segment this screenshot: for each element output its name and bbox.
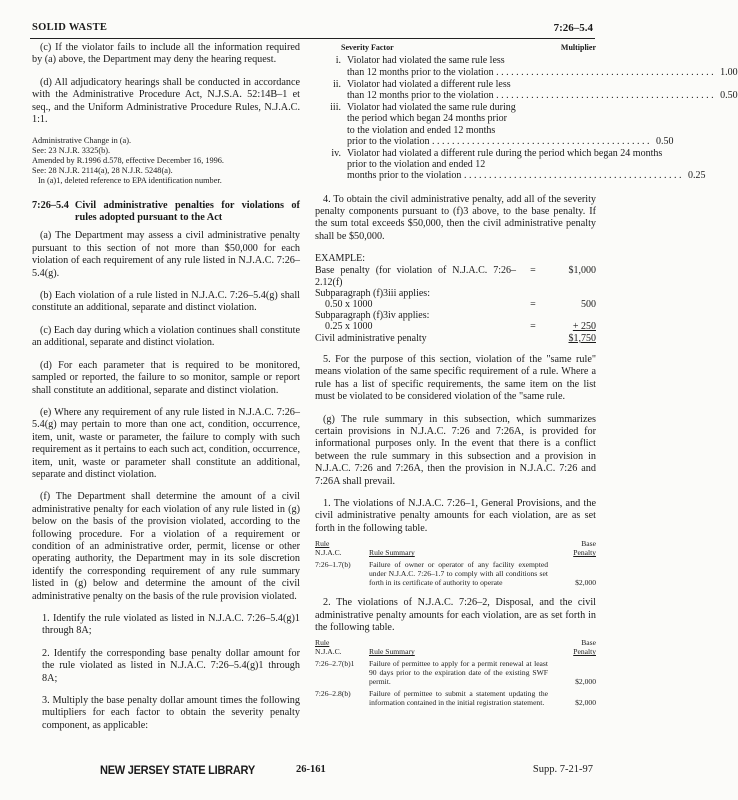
severity-num: iv. (331, 148, 341, 160)
history-line: Amended by R.1996 d.578, effective December 16, 1996. (32, 156, 225, 166)
section-heading (32, 200, 300, 224)
severity-text: the period which began 24 months prior (347, 113, 507, 125)
paragraph-g1: 1. The violations of N.J.A.C. 7:26–1, General Provisions, and the civil administrative penalty amounts for each violation, are as set forth in the following table. (315, 497, 596, 534)
severity-text: Violator had violated the same rule during (347, 102, 516, 114)
example-row (315, 299, 596, 310)
page-number: 26-161 (296, 764, 326, 775)
procedure-step-3: 3. Multiply the base penalty dollar amount times the following multipliers for each factor to obtain the severity penalty component, as applicable: (42, 695, 300, 731)
severity-row (315, 102, 674, 147)
severity-text: Violator had violated a different rule less (347, 78, 511, 90)
procedure-steps (32, 613, 300, 732)
disposal-table (315, 638, 596, 707)
table-row (315, 689, 596, 707)
example-row (315, 321, 596, 332)
example-label: Civil administrative penalty (315, 332, 427, 344)
severity-row (315, 78, 738, 102)
severity-row (315, 148, 706, 182)
example-total: $1,750 (568, 332, 596, 344)
procedure-step-2: 2. Identify the corresponding base penalty dollar amount for the rule violated as listed in N.J.A.C. 7:26–5.4(g)1 through 8A; (42, 647, 300, 684)
rule-col-sub: N.J.A.C. (315, 647, 342, 657)
paragraph-d: (d) For each parameter that is required to be monitored, sampled or reported, the failure to so monitor, sample or report shall constitute an additional, separate and distinct violation. (32, 359, 300, 396)
severity-multiplier: 1.00 (720, 66, 738, 78)
penalty-cell: $2,000 (575, 578, 596, 588)
paragraph-g: (g) The rule summary in this subsection, which summarizes certain provisions in N.J.A.C. 7:26 and 7:26A, is provided for informational purposes only. In the event that there is a conflict between the rule summary in this subsection and a provision in N.J.A.C. 7:26 and 7:26A, then the provision in N.J.A.C. 7:26 and 7:26A shall prevail. (315, 413, 596, 487)
running-header-section: 7:26–5.4 (553, 22, 593, 34)
paragraph-4: 4. To obtain the civil administrative penalty, add all of the severity penalty components pursuant to (f)3 above, to the base penalty. If the sum total exceeds $50,000, then the civil administrative penalty shall be $50,000. (315, 193, 596, 242)
paragraph-c: (c) Each day during which a violation continues shall constitute an additional, separate and distinct violation. (32, 324, 300, 349)
rule-col-sub: N.J.A.C. (315, 548, 342, 558)
rule-cell: 7:26–2.8(b) (315, 689, 351, 699)
paragraph-b: (b) Each violation of a rule listed in N.J.A.C. 7:26–5.4(g) shall constitute an additional, separate and distinct violation. (32, 290, 300, 314)
severity-num: ii. (332, 78, 341, 90)
multiplier-header: Multiplier (560, 43, 596, 52)
severity-text: prior to the violation and ended 12 (347, 159, 486, 171)
example-title: EXAMPLE: (315, 253, 365, 265)
severity-table-header (315, 42, 596, 54)
paragraph-a: (a) The Department may assess a civil administrative penalty pursuant to this section of not more than $50,000 for each violation of each requirement of any rule listed in N.J.A.C. 7:26–5.4(g). (32, 230, 300, 279)
left-column (32, 42, 300, 742)
severity-num: i. (335, 55, 341, 67)
severity-text: Violator had violated a different rule during the period which began 24 months (347, 148, 663, 160)
example-amount: + 250 (572, 321, 596, 333)
example-amount: $1,000 (568, 265, 596, 277)
example-label: 0.50 x 1000 (325, 299, 373, 311)
table-row (315, 659, 596, 686)
severity-multiplier: 0.50 (656, 135, 674, 147)
severity-text-last: prior to the violation . . . (347, 136, 650, 147)
history-line: In (a)1, deleted reference to EPA identification number. (38, 176, 222, 186)
table-header (315, 638, 596, 656)
table-row (315, 560, 596, 587)
summary-cell: Failure of permittee to submit a statement updating the information contained in the initial registration statement. (369, 689, 548, 708)
severity-text: to the violation and ended 12 months (347, 124, 496, 136)
summary-col-header: Rule Summary (369, 548, 415, 558)
severity-factor-header: Severity Factor (341, 43, 394, 52)
summary-cell: Failure of owner or operator of any facility exempted under N.J.A.C. 7:26–1.7 to comply with all conditions set forth in its certificate of authority to operate (369, 560, 548, 588)
header-rule (30, 38, 595, 39)
table-header (315, 539, 596, 557)
severity-text-last: than 12 months prior to the violation . . . (347, 90, 714, 101)
rule-col-header: Rule (315, 638, 330, 648)
running-header-title: SOLID WASTE (32, 22, 108, 33)
severity-num: iii. (330, 102, 341, 114)
supplement-date: Supp. 7-21-97 (532, 764, 593, 775)
severity-multiplier: 0.25 (687, 170, 706, 182)
example-equals: = (530, 265, 536, 277)
general-provisions-table (315, 539, 596, 587)
penalty-col-header: Penalty (573, 647, 596, 657)
history-line: See: 23 N.J.R. 3325(b). (32, 146, 111, 156)
right-column (315, 42, 738, 717)
penalty-example (315, 253, 596, 344)
severity-text: Violator had violated the same rule less (347, 55, 505, 67)
base-col-header: Base (581, 638, 596, 648)
section-title: Civil administrative penalties for violations of rules adopted pursuant to the Act (74, 200, 300, 224)
rule-cell: 7:26–2.7(b)1 (315, 659, 355, 669)
rule-col-header: Rule (315, 539, 330, 549)
paragraph-g2: 2. The violations of N.J.A.C. 7:26–2, Disposal, and the civil administrative penalty amounts for each violation, are as set forth in the following table. (315, 597, 596, 633)
paragraph-c-hearing: (c) If the violator fails to include all the information required by (a) above, the Department may deny the hearing request. (32, 42, 300, 66)
penalty-cell: $2,000 (575, 677, 596, 687)
severity-text-last: than 12 months prior to the violation . . . (347, 67, 714, 78)
procedure-step-1: 1. Identify the rule violated as listed in N.J.A.C. 7:26–5.4(g)1 through 8A; (42, 613, 300, 637)
example-label: 0.25 x 1000 (325, 321, 373, 333)
example-equals: = (530, 321, 536, 333)
paragraph-5: 5. For the purpose of this section, violation of the "same rule" means violation of the same specific requirement of a rule. Where a rule has a list of specific requirements, the same item on the list must be violated to be considered violation of the "same rule. (315, 353, 596, 403)
library-stamp: NEW JERSEY STATE LIBRARY (100, 763, 255, 777)
example-equals: = (530, 299, 536, 311)
paragraph-d-hearings: (d) All adjudicatory hearings shall be conducted in accordance with the Administrative Procedure Act, N.J.S.A. 52:14B–1 et seq., and the Uniform Administrative Procedure Rules, N.J.A.C. 1:1. (32, 76, 300, 126)
example-amount: 500 (581, 299, 596, 311)
history-line: See: 28 N.J.R. 2114(a), 28 N.J.R. 5248(a). (32, 166, 173, 176)
severity-multiplier: 0.50 (720, 90, 738, 102)
paragraph-f: (f) The Department shall determine the amount of a civil administrative penalty for each violation of any rule listed in (g) below on the basis of the provision violated, according to the following procedure. For a violation of a requirement or condition of an administrative order, permit, license or other operating authority, the Department may in its sole discretion identify the corresponding requirement of any rule summary listed in (g) below and determine the amount of the civil administrative penalty on the basis of the rule provision violated. (32, 491, 300, 602)
penalty-col-header: Penalty (573, 548, 596, 558)
summary-cell: Failure of permittee to apply for a permit renewal at least 90 days prior to the expiration date of the existing SWF permit. (369, 659, 548, 687)
example-row (315, 265, 596, 287)
example-total-row (315, 333, 596, 344)
severity-text-last: months prior to the violation . . . (347, 170, 681, 181)
example-heading: Subparagraph (f)3iii applies: (315, 287, 430, 299)
paragraph-e: (e) Where any requirement of any rule listed in N.J.A.C. 7:26–5.4(g) may pertain to more than one act, condition, occurrence, item, unit, waste or parameter, the failure to comply with such requirement as it pertains to each such act, condition, occurrence, item, unit, waste or parameter shall constitute an additional, separate and distinct violation. (32, 406, 300, 480)
history-line: Administrative Change in (a). (32, 136, 132, 146)
example-label: Base penalty (for violation of N.J.A.C. 7:26–2.12(f) (315, 265, 516, 288)
penalty-cell: $2,000 (575, 698, 596, 708)
section-number: 7:26–5.4 (32, 200, 69, 212)
summary-col-header: Rule Summary (369, 647, 415, 657)
severity-row (315, 55, 738, 78)
base-col-header: Base (581, 539, 596, 549)
history-note (32, 136, 300, 186)
rule-cell: 7:26–1.7(b) (315, 560, 351, 570)
example-heading: Subparagraph (f)3iv applies: (315, 310, 430, 322)
